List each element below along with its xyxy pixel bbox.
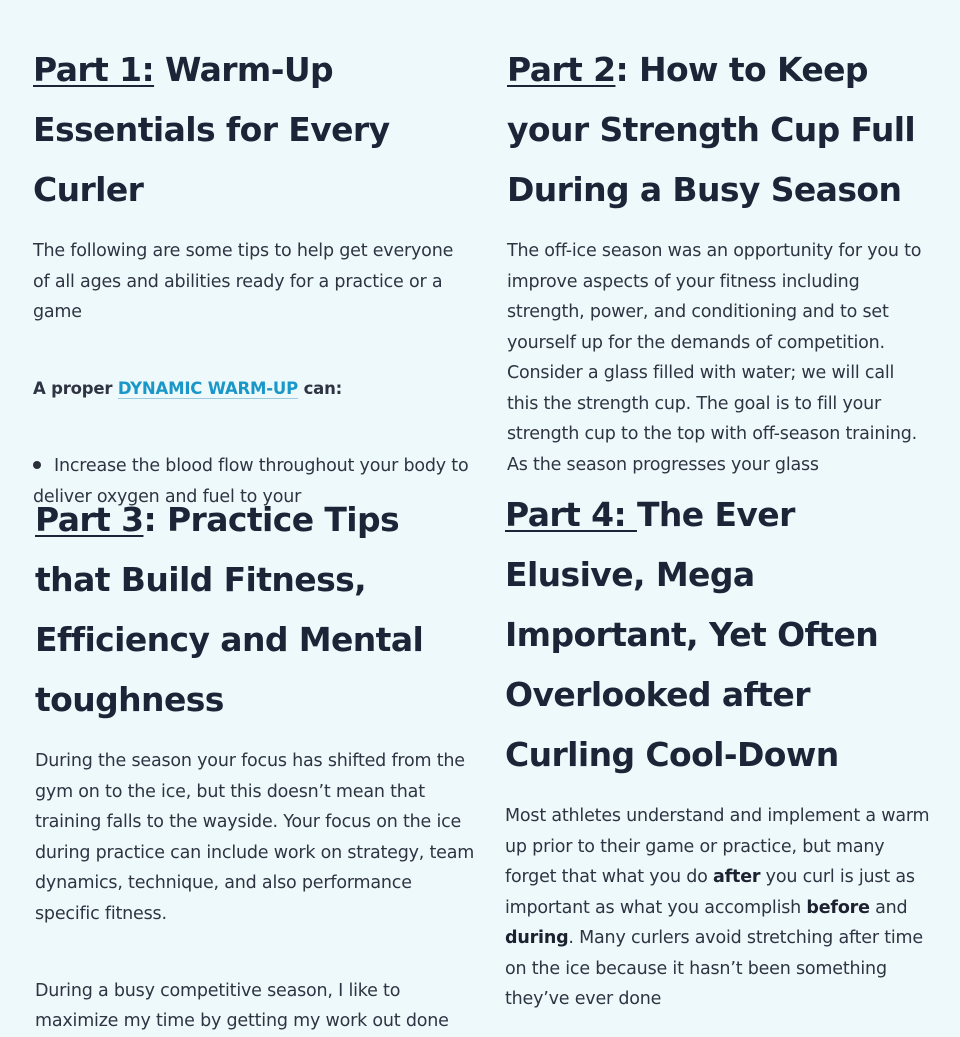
dynamic-warm-up-link[interactable]: DYNAMIC WARM-UP: [117, 379, 299, 398]
bullet-dot-icon: [33, 461, 41, 469]
section-part-3: [35, 490, 475, 1031]
part-1-heading: [33, 40, 473, 220]
section-part-4: [505, 485, 935, 1009]
part-1-label: Part 1:: [33, 50, 155, 89]
p4-text-e: and: [869, 897, 908, 918]
part-1-intro: The following are some tips to help get everyone of all ages and abilities ready for a practice or a game: [33, 241, 454, 322]
section-part-1: [33, 40, 473, 507]
lead-suffix: can:: [298, 379, 343, 398]
part-2-paragraph: The off-ice season was an opportunity for you to improve aspects of your fitness including strength, power, and conditioning and to set yourself up for the demands of competition. Consider a glass filled with water; we will call this the strength cup. The goal is to fill your strength cup to the top with off-season training. As the season progresses your glass: [507, 241, 922, 475]
part-2-label: Part 2: [507, 50, 616, 89]
p4-text-c: you curl is just as important as what you accomplish: [505, 867, 915, 918]
part-4-title: The Ever Elusive, Mega Important, Yet Often Overlooked after Curling Cool-Down: [505, 495, 879, 774]
bullet-text: Increase the blood flow throughout your body to deliver oxygen and fuel to your: [33, 456, 469, 507]
part-1-title: Warm-Up Essentials for Every Curler: [33, 50, 390, 209]
part-4-paragraph: [505, 801, 935, 1015]
part-3-paragraph-1: During the season your focus has shifted from the gym on to the ice, but this doesn’t mean that training falls to the wayside. Your focus on the ice during practice can include work on strategy, team dynamics, technique, and also performance specific fitness.: [35, 751, 475, 924]
part-3-paragraph-2: During a busy competitive season, I like to maximize my time by getting my work out done: [35, 980, 449, 1031]
p4-bold-after: after: [713, 867, 761, 887]
part-2-heading: [507, 40, 927, 220]
part-2-title: : How to Keep your Strength Cup Full During a Busy Season: [507, 50, 916, 209]
part-4-heading: [505, 485, 935, 785]
section-part-2: [507, 40, 927, 480]
p4-text-g: . Many curlers avoid stretching after time on the ice because it hasn’t been something they’ve ever done: [505, 928, 923, 1009]
p4-text-a: Most athletes understand and implement a warm up prior to their game or practice, but many forget that what you do: [505, 806, 930, 887]
part-3-heading: [35, 490, 475, 730]
p4-bold-during: during: [505, 928, 569, 948]
p4-bold-before: before: [806, 897, 870, 918]
part-1-lead: [33, 374, 473, 405]
part-3-label: Part 3: [35, 500, 144, 539]
part-4-label: Part 4:: [505, 495, 637, 534]
part-3-title: : Practice Tips that Build Fitness, Efficiency and Mental toughness: [35, 500, 424, 719]
lead-prefix: A proper: [33, 379, 118, 398]
